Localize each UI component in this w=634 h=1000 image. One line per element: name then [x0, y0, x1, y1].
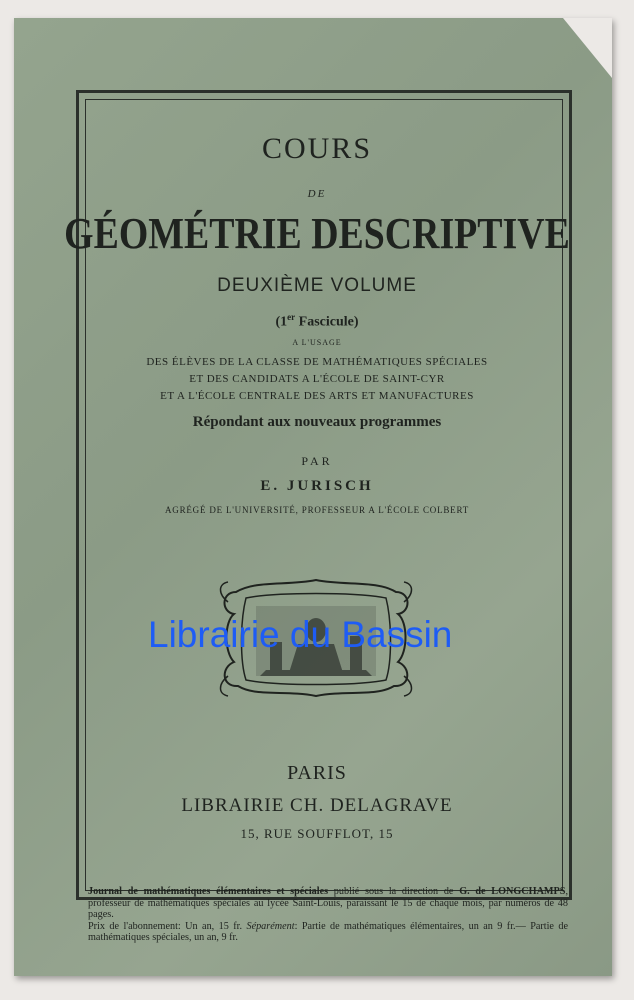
audience-line-1: DES ÉLÈVES DE LA CLASSE DE MATHÉMATIQUES SPÉCIALES [146, 356, 488, 368]
page-title: GÉOMÉTRIE DESCRIPTIVE [64, 209, 570, 258]
fascicule-label: (1er Fascicule) [275, 312, 359, 330]
journal-text-2: , professeur de mathématiques spéciales au lycée Saint-Louis, paraissant le 15 de chaque mois, par numéros de 48 pages. [88, 886, 568, 920]
audience-line-2: ET DES CANDIDATS A L'ÉCOLE DE SAINT-CYR [189, 373, 445, 385]
journal-separement: Séparément [246, 920, 295, 932]
city-label: PARIS [287, 762, 347, 784]
journal-price: Prix de l'abonnement: Un an, 15 fr. [88, 920, 247, 932]
journal-text-1: publié sous la direction de [328, 886, 460, 897]
usage-label: A L'USAGE [292, 338, 342, 347]
audience-line-3: ET A L'ÉCOLE CENTRALE DES ARTS ET MANUFACTURES [160, 390, 474, 402]
par-label: PAR [301, 454, 333, 468]
journal-price-rest: : Partie de mathématiques élémentaires, un an 9 fr.— Partie de mathématiques spéciales, un an, 9 fr. [88, 920, 568, 943]
author-name: E. JURISCH [260, 478, 374, 494]
volume-label: DEUXIÈME VOLUME [217, 275, 417, 296]
programmes-line: Répondant aux nouveaux programmes [192, 414, 442, 430]
journal-name: Journal de mathématiques élémentaires et spéciales [88, 886, 329, 897]
title-de: DE [307, 188, 327, 200]
publisher-address: 15, RUE SOUFFLOT, 15 [240, 826, 394, 841]
watermark-text: Librairie du Bassin [148, 614, 453, 655]
journal-notice [88, 886, 568, 944]
author-title: AGRÉGÉ DE L'UNIVERSITÉ, PROFESSEUR A L'ÉCOLE COLBERT [164, 505, 470, 515]
publisher-label: LIBRAIRIE CH. DELAGRAVE [181, 795, 453, 816]
journal-director: G. de LONGCHAMPS [459, 886, 566, 897]
title-cours: COURS [261, 132, 373, 165]
torn-corner [542, 18, 612, 78]
